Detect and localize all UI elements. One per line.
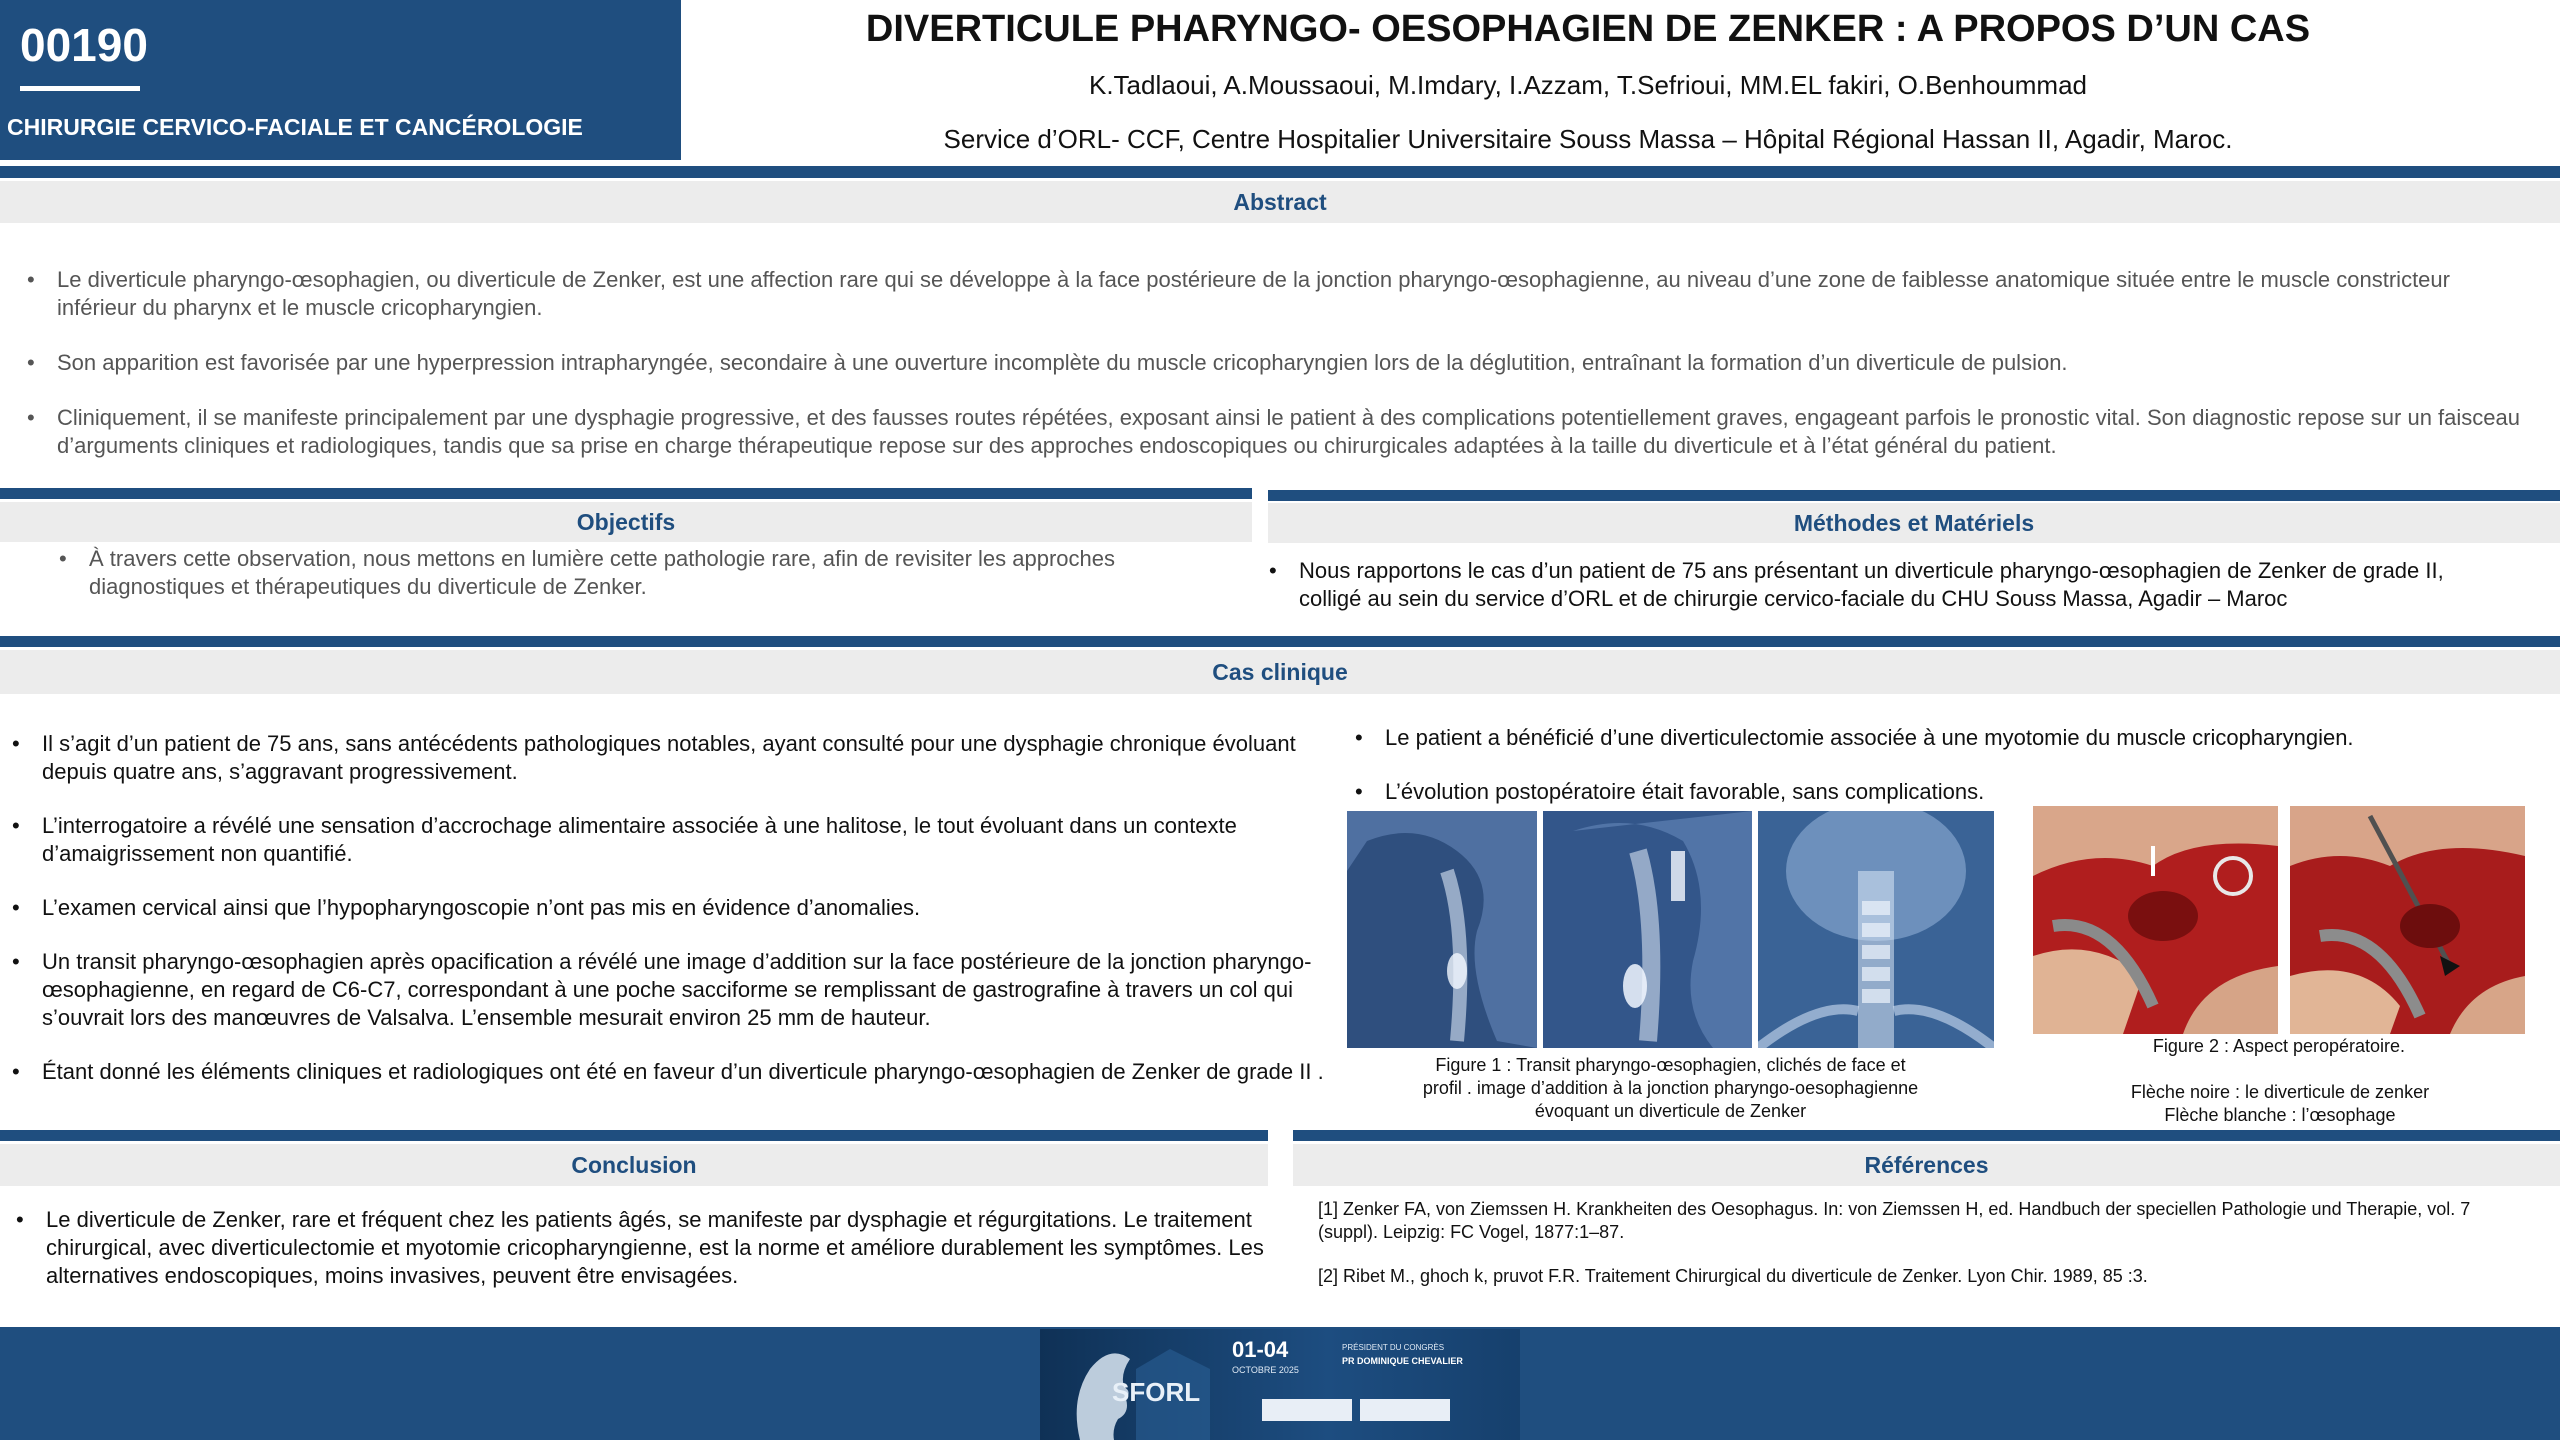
abstract-heading: Abstract	[0, 181, 2560, 223]
poster-title: DIVERTICULE PHARYNGO- OESOPHAGIEN DE ZENKER : A PROPOS D’UN CAS	[865, 8, 2311, 50]
cas-clinique-left-list	[42, 730, 1342, 1086]
figure2-legend-black-arrow: Flèche noire : le diverticule de zenker	[2130, 1082, 2430, 1102]
objectifs-bullet: • À travers cette observation, nous mettons en lumière cette pathologie rare, afin de revisiter les approches diagnostiques et thérapeutiques du diverticule de Zenker.	[89, 545, 1189, 601]
congress-month: OCTOBRE 2025	[1232, 1365, 1299, 1375]
authors: K.Tadlaoui, A.Moussaoui, M.Imdary, I.Azzam, T.Sefrioui, MM.EL fakiri, O.Benhoummad	[1088, 70, 2088, 100]
poster-number: 00190	[20, 19, 148, 71]
section-divider	[1293, 1130, 2560, 1141]
abstract-bullet: • Cliniquement, il se manifeste principalement par une dysphagie progressive, et des fausses routes répétées, exposant ainsi le patient à des complications potentiellement graves, engageant parfois le pronostic vital. Son diagnostic repose sur un faisceau d’arguments cliniques et radiologiques, tandis que sa prise en charge thérapeutique repose sur des approches endoscopiques ou chirurgicales adaptées à la taille du diverticule et à l’état général du patient.	[57, 404, 2527, 460]
reference-2: [2] Ribet M., ghoch k, pruvot F.R. Traitement Chirurgical du diverticule de Zenker. Lyon Chir. 1989, 85 :3.	[1318, 1266, 2148, 1286]
congress-dates: 01-04	[1232, 1337, 1289, 1362]
reference-1: [1] Zenker FA, von Ziemssen H. Krankheiten des Oesophagus. In: von Ziemssen H, ed. Handbuch der speciellen Pathologie und Therapie, vol. 7 (suppl). Leipzig: FC Vogel, 1877:1–87.	[1318, 1199, 2471, 1242]
sponsor-logo	[1360, 1399, 1450, 1421]
figure2-legend-white-arrow: Flèche blanche : l’œsophage	[2164, 1105, 2396, 1125]
section-divider	[0, 636, 2560, 647]
methodes-bullet: • Nous rapportons le cas d’un patient de 75 ans présentant un diverticule pharyngo-œsophagien de Zenker de grade II, colligé au sein du service d’ORL et de chirurgie cervico-faciale du CHU Souss Massa, Agadir – Maroc	[1299, 557, 2509, 613]
section-divider	[0, 1130, 1268, 1141]
cas-bullet: • L’examen cervical ainsi que l’hypopharyngoscopie n’ont pas mis en évidence d’anomalies.	[42, 894, 1342, 922]
figure1-caption	[1347, 1054, 1994, 1123]
cas-clinique-right-list	[1385, 724, 2535, 806]
sforl-logo: SFORL	[1112, 1377, 1201, 1407]
specialty-label: CHIRURGIE CERVICO-FACIALE ET CANCÉROLOGIE	[7, 114, 583, 140]
methodes-heading: Méthodes et Matériels	[1268, 503, 2560, 543]
figure1-caption-line: évoquant un diverticule de Zenker	[1534, 1101, 1807, 1121]
section-divider	[0, 488, 1252, 499]
cas-bullet: • L’interrogatoire a révélé une sensation d’accrochage alimentaire associée à une halitose, le tout évoluant dans un contexte d’amaigrissement non quantifié.	[42, 812, 1342, 868]
congress-banner	[1040, 1329, 1520, 1440]
conclusion-bullet: • Le diverticule de Zenker, rare et fréquent chez les patients âgés, se manifeste par dysphagie et régurgitations. Le traitement chirurgical, avec diverticulectomie et myotomie cricopharyngienne, est la norme et améliore durablement les symptômes. Les alternatives endoscopiques, moins invasives, peuvent être envisagées.	[46, 1206, 1286, 1290]
figure2-legend	[2060, 1081, 2500, 1127]
figure1-caption-line: Figure 1 : Transit pharyngo-œsophagien, clichés de face et	[1435, 1055, 1906, 1075]
objectifs-list	[89, 545, 1189, 601]
header-rule	[20, 86, 140, 91]
surgery-photo-2	[2290, 806, 2525, 1034]
abstract-bullet: • Le diverticule pharyngo-œsophagien, ou diverticule de Zenker, est une affection rare qui se développe à la face postérieure de la jonction pharyngo-œsophagienne, au niveau d’une zone de faiblesse anatomique située entre le muscle constricteur inférieur du pharynx et le muscle cricopharyngien.	[57, 266, 2527, 322]
xray-frontal-image	[1758, 811, 1994, 1048]
conclusion-list	[46, 1206, 1286, 1290]
sponsor-logo	[1262, 1399, 1352, 1421]
surgery-photo-1	[2033, 806, 2278, 1034]
header-badge	[0, 0, 681, 160]
cas-bullet: • L’évolution postopératoire était favorable, sans complications.	[1385, 778, 2535, 806]
section-divider	[1268, 490, 2560, 501]
section-divider	[0, 166, 2560, 178]
president-label: PRÉSIDENT DU CONGRÈS	[1342, 1343, 1445, 1352]
cas-bullet: • Il s’agit d’un patient de 75 ans, sans antécédents pathologiques notables, ayant consulté pour une dysphagie chronique évoluant depuis quatre ans, s’aggravant progressivement.	[42, 730, 1342, 786]
president-name: PR DOMINIQUE CHEVALIER	[1342, 1356, 1463, 1366]
xray-oblique-image	[1543, 811, 1752, 1048]
methodes-list	[1299, 557, 2509, 613]
abstract-list	[57, 266, 2527, 460]
cas-bullet: • Le patient a bénéficié d’une diverticulectomie associée à une myotomie du muscle cricopharyngien.	[1385, 724, 2535, 752]
conclusion-heading: Conclusion	[0, 1144, 1268, 1186]
affiliation: Service d’ORL- CCF, Centre Hospitalier Universitaire Souss Massa – Hôpital Régional Hassan II, Agadir, Maroc.	[943, 124, 2233, 154]
figure2-caption: Figure 2 : Aspect peropératoire.	[2152, 1036, 2406, 1056]
cas-bullet: • Étant donné les éléments cliniques et radiologiques ont été en faveur d’un diverticule pharyngo-œsophagien de Zenker de grade II .	[42, 1058, 1342, 1086]
xray-lateral-image	[1347, 811, 1537, 1048]
objectifs-heading: Objectifs	[0, 502, 1252, 542]
cas-bullet: • Un transit pharyngo-œsophagien après opacification a révélé une image d’addition sur la face postérieure de la jonction pharyngo-œsophagienne, en regard de C6-C7, correspondant à une poche sacciforme se remplissant de gastrografine à travers un col qui s’ouvrait lors des manœuvres de Valsalva. L’ensemble mesurait environ 25 mm de hauteur.	[42, 948, 1342, 1032]
references-heading: Références	[1293, 1144, 2560, 1186]
cas-clinique-heading: Cas clinique	[0, 650, 2560, 694]
abstract-bullet: • Son apparition est favorisée par une hyperpression intrapharyngée, secondaire à une ouverture incomplète du muscle cricopharyngien lors de la déglutition, entraînant la formation d’un diverticule de pulsion.	[57, 349, 2527, 377]
figure1-caption-line: profil . image d’addition à la jonction pharyngo-oesophagienne	[1422, 1078, 1919, 1098]
